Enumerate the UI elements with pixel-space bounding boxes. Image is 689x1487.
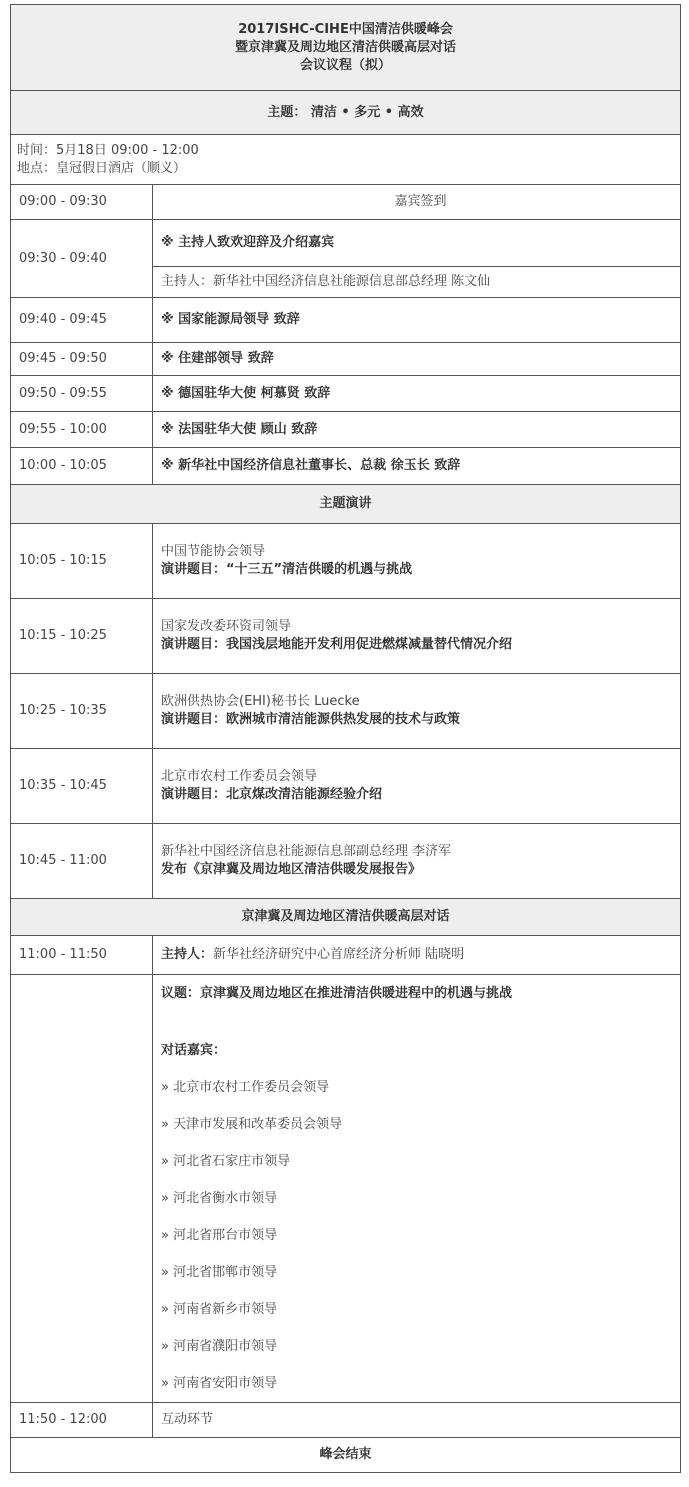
closing-text: 峰会结束 [11, 1438, 681, 1473]
guest-item: » 河南省安阳市领导 [161, 1376, 278, 1391]
table-row [11, 674, 681, 749]
row-content: 互动环节 [153, 1403, 681, 1438]
row-time: 09:45 - 09:50 [11, 343, 153, 376]
table-row [11, 220, 681, 267]
table-row [11, 749, 681, 824]
guest-item: » 河南省濮阳市领导 [161, 1339, 278, 1354]
speech-topic: 演讲题目：“十三五”清洁供暖的机遇与挑战 [161, 562, 413, 577]
row-content: ※ 新华社中国经济信息社董事长、总裁 徐玉长 致辞 [153, 448, 681, 485]
agenda-title [11, 5, 681, 91]
guest-item: » 河北省石家庄市领导 [161, 1154, 291, 1169]
row-time: 09:40 - 09:45 [11, 298, 153, 343]
row-time: 10:35 - 10:45 [11, 749, 153, 824]
speaker-name: 国家发改委环资司领导 [161, 619, 292, 634]
dialog-guests-label: 对话嘉宾： [161, 1043, 227, 1058]
table-row [11, 412, 681, 448]
guest-item: » 河北省邢台市领导 [161, 1228, 278, 1243]
speaker-name: 欧洲供热协会(EHI)秘书长 Luecke [161, 694, 360, 709]
theme-row [11, 91, 681, 135]
section-dialog-heading: 京津冀及周边地区清洁供暖高层对话 [11, 899, 681, 936]
event-place: 地点：皇冠假日酒店（顺义） [17, 160, 187, 176]
table-row [11, 524, 681, 599]
table-row [11, 343, 681, 376]
guest-item: » 天津市发展和改革委员会领导 [161, 1117, 343, 1132]
table-row [11, 185, 681, 220]
table-row [11, 448, 681, 485]
row-time: 09:30 - 09:40 [11, 220, 153, 298]
row-time: 11:00 - 11:50 [11, 936, 153, 975]
row-content: ※ 德国驻华大使 柯慕贤 致辞 [153, 376, 681, 412]
dialog-details [153, 975, 681, 1403]
host-info: 主持人：新华社中国经济信息社能源信息部总经理 陈文仙 [153, 267, 681, 298]
row-time: 11:50 - 12:00 [11, 1403, 153, 1438]
speaker-name: 北京市农村工作委员会领导 [161, 769, 318, 784]
closing-row [11, 1438, 681, 1473]
row-time-empty [11, 975, 153, 1403]
row-time: 10:05 - 10:15 [11, 524, 153, 599]
guest-item: » 河南省新乡市领导 [161, 1302, 278, 1317]
section-row [11, 899, 681, 936]
title-line-1: 2017ISHC-CIHE中国清洁供暖峰会 [238, 21, 453, 37]
row-content: ※ 住建部领导 致辞 [153, 343, 681, 376]
speech-content [153, 524, 681, 599]
event-time: 时间：5月18日 09:00 - 12:00 [17, 142, 199, 158]
row-time: 10:00 - 10:05 [11, 448, 153, 485]
theme-text: 主题： 清洁 • 多元 • 高效 [11, 91, 681, 135]
agenda-table [10, 4, 681, 1473]
speech-content [153, 674, 681, 749]
table-row [11, 936, 681, 975]
speaker-name: 中国节能协会领导 [161, 544, 266, 559]
guest-item: » 河北省邯郸市领导 [161, 1265, 278, 1280]
speech-content [153, 749, 681, 824]
speech-topic: 演讲题目：北京煤改清洁能源经验介绍 [161, 787, 383, 802]
table-row [11, 975, 681, 1403]
row-time: 10:15 - 10:25 [11, 599, 153, 674]
table-row [11, 376, 681, 412]
row-content: ※ 法国驻华大使 顾山 致辞 [153, 412, 681, 448]
dialog-host [153, 936, 681, 975]
table-row [11, 1403, 681, 1438]
row-time: 10:45 - 11:00 [11, 824, 153, 899]
row-content: ※ 主持人致欢迎辞及介绍嘉宾 [153, 220, 681, 267]
table-row [11, 298, 681, 343]
speech-topic: 演讲题目：欧洲城市清洁能源供热发展的技术与政策 [161, 712, 461, 727]
dialog-topic: 议题：京津冀及周边地区在推进清洁供暖进程中的机遇与挑战 [161, 986, 513, 1001]
table-row [11, 599, 681, 674]
event-info [11, 135, 681, 185]
info-row [11, 135, 681, 185]
guest-item: » 北京市农村工作委员会领导 [161, 1080, 330, 1095]
title-line-3: 会议议程（拟） [300, 57, 392, 73]
row-content: 嘉宾签到 [153, 185, 681, 220]
host-name: 新华社经济研究中心首席经济分析师 陆晓明 [213, 947, 465, 962]
row-time: 10:25 - 10:35 [11, 674, 153, 749]
row-time: 09:50 - 09:55 [11, 376, 153, 412]
speech-topic: 演讲题目：我国浅层地能开发利用促进燃煤减量替代情况介绍 [161, 637, 513, 652]
guest-item: » 河北省衡水市领导 [161, 1191, 278, 1206]
section-row [11, 485, 681, 524]
speaker-name: 新华社中国经济信息社能源信息部副总经理 李济军 [161, 844, 452, 859]
row-time: 09:00 - 09:30 [11, 185, 153, 220]
speech-content [153, 599, 681, 674]
row-time: 09:55 - 10:00 [11, 412, 153, 448]
title-line-2: 暨京津冀及周边地区清洁供暖高层对话 [235, 39, 457, 55]
section-keynote-heading: 主题演讲 [11, 485, 681, 524]
host-label: 主持人： [161, 947, 214, 962]
table-row [11, 824, 681, 899]
row-content: ※ 国家能源局领导 致辞 [153, 298, 681, 343]
speech-content [153, 824, 681, 899]
report-release: 发布《京津冀及周边地区清洁供暖发展报告》 [161, 862, 422, 877]
title-row [11, 5, 681, 91]
